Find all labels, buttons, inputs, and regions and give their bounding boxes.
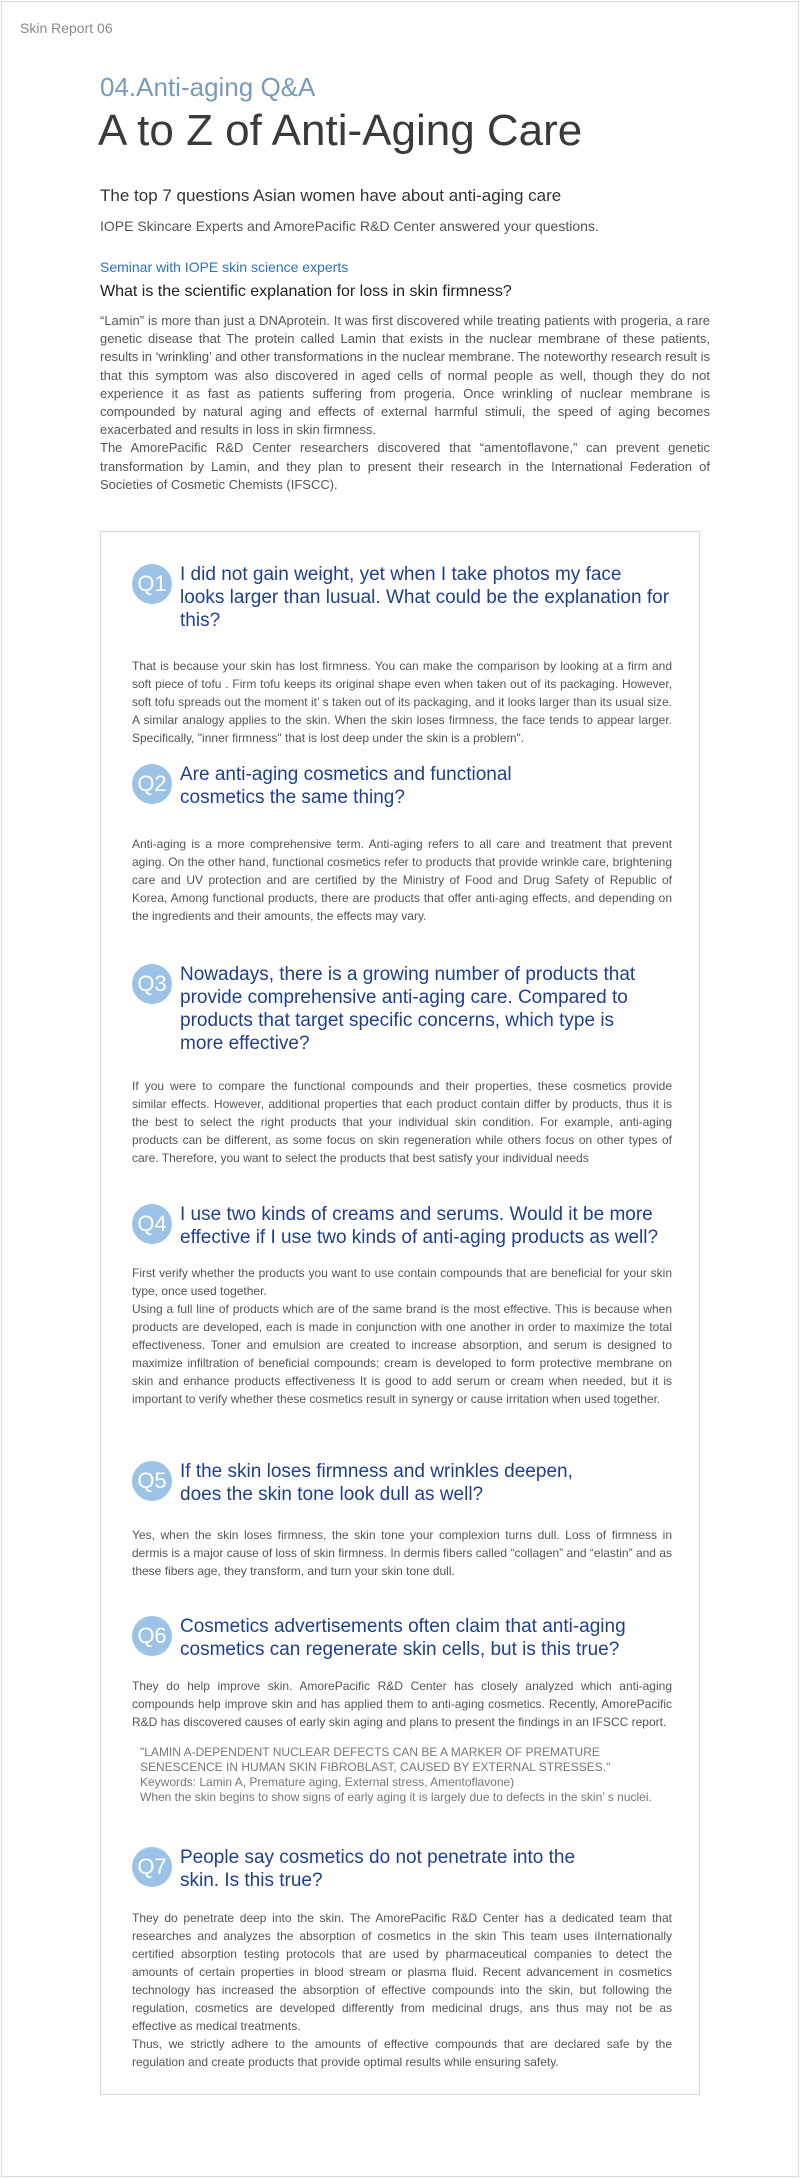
- q-badge: Q7: [132, 1847, 172, 1887]
- q-title: Nowadays, there is a growing number of products that provide comprehensive anti-aging care. Compared to products that target specific concerns, which type is more effective?: [180, 964, 636, 1054]
- answer-paragraph: First verify whether the products you want to use contain compounds that are beneficial for your skin type, once used together.: [132, 1266, 672, 1298]
- qa-header: [132, 563, 672, 632]
- qa-header: [132, 1460, 672, 1506]
- intro-text: [100, 312, 710, 494]
- q-badge: Q4: [132, 1204, 172, 1244]
- qa-item-3: [132, 963, 672, 1167]
- q-badge: Q2: [132, 764, 172, 804]
- q-answer: [132, 1264, 672, 1408]
- qa-item-1: [132, 563, 672, 747]
- answer-paragraph: Using a full line of products which are of the same brand is the most effective. This is because when products are developed, each is made in conjunction with one another in order to maximize the total effectiveness. Toner and emulsion are created to increase absorption, and serum is designed to maximize infiltration of beneficial compounds; cream is developed to form protective membrane on skin and enhance products effectiveness It is good to add serum or cream when needed, but it is important to verify whether these cosmetics result in synergy or cause irritation when used together.: [132, 1302, 672, 1406]
- intro-paragraph: The AmorePacific R&D Center researchers discovered that “amentoflavone,” can prevent genetic transformation by Lamin, and they plan to present their research in the International Federation of Societies of Cosmetic Chemists (IFSCC).: [100, 440, 710, 492]
- q-title: I did not gain weight, yet when I take photos my face looks larger than lusual. What could be the explanation for this?: [180, 564, 670, 631]
- quote-note: When the skin begins to show signs of early aging it is largely due to defects in the skin’ s nuclei.: [140, 1790, 652, 1804]
- q-badge: Q3: [132, 964, 172, 1004]
- qa-header: [132, 1615, 672, 1661]
- q-badge: Q5: [132, 1461, 172, 1501]
- qa-item-7: [132, 1846, 672, 2071]
- section-label: 04.Anti-aging Q&A: [100, 72, 316, 102]
- q-badge: Q1: [132, 564, 172, 604]
- q-answer: [132, 1526, 672, 1580]
- qa-header: [132, 1846, 672, 1892]
- answer-paragraph: Thus, we strictly adhere to the amounts of effective compounds that are declared safe by the regulation and create products that provide optimal results while ensuring safety.: [132, 2037, 672, 2069]
- answer-paragraph: They do penetrate deep into the skin. The AmorePacific R&D Center has a dedicated team that researches and analyzes the absorption of cosmetics in the skin This team uses iInternationally certified absorption testing protocols that are used by pharmaceutical companies to detect the amounts of certain properties in blood stream or plasma fluid. Recent advancement in cosmetics technology has increased the absorption of effective compounds into the skin, but following the regulation, cosmetics are developed differently from medicinal drugs, ans thus may not be as effective as medical treatments.: [132, 1911, 672, 2033]
- qa-item-5: [132, 1460, 672, 1580]
- q-answer: [132, 835, 672, 925]
- report-label: Skin Report 06: [20, 20, 113, 36]
- seminar-label: Seminar with IOPE skin science experts: [100, 259, 349, 275]
- answer-paragraph: Yes, when the skin loses firmness, the skin tone your complexion turns dull. Loss of firmness in dermis is a major cause of loss of skin firmness. In dermis fibers called “collagen” and “elastin” and as these fibers age, they transform, and turn your skin tone dull.: [132, 1528, 672, 1578]
- qa-header: [132, 763, 672, 809]
- q-answer: [132, 1677, 672, 1731]
- q-title: Cosmetics advertisements often claim that anti-aging cosmetics can regenerate skin cells, but is this true?: [180, 1616, 626, 1660]
- answer-paragraph: That is because your skin has lost firmness. You can make the comparison by looking at a firm and soft piece of tofu . Firm tofu keeps its original shape even when taken out of its packaging. However, soft tofu spreads out the moment it’ s taken out of its packaging, and it looks larger than its usual size. A similar analogy applies to the skin. When the skin loses firmness, the face tends to appear larger. Specifically, "inner firmness" that is lost deep under the skin is a problem".: [132, 659, 672, 745]
- qa-header: [132, 963, 672, 1055]
- q-answer: [132, 1909, 672, 2071]
- q-title: I use two kinds of creams and serums. Would it be more effective if I use two kinds of anti-aging products as well?: [180, 1204, 659, 1248]
- byline: IOPE Skincare Experts and AmorePacific R&D Center answered your questions.: [100, 218, 599, 234]
- qa-item-4: [132, 1203, 672, 1408]
- q-title: People say cosmetics do not penetrate into the skin. Is this true?: [180, 1847, 576, 1891]
- quote-title: "LAMIN A-DEPENDENT NUCLEAR DEFECTS CAN BE A MARKER OF PREMATURE SENESCENCE IN HUMAN SKIN FIBROBLAST, CAUSED BY EXTERNAL STRESSES.": [140, 1745, 611, 1774]
- answer-paragraph: They do help improve skin. AmorePacific R&D Center has closely analyzed which anti-aging compounds help improve skin and has applied them to anti-aging cosmetics. Recently, AmorePacific R&D has discovered causes of early skin aging and plans to present the findings in an IFSCC report.: [132, 1679, 672, 1729]
- answer-paragraph: Anti-aging is a more comprehensive term. Anti-aging refers to all care and treatment that prevent aging. On the other hand, functional cosmetics refer to products that provide wrinkle care, brightening care and UV protection and are certified by the Ministry of Food and Drug Safety of Republic of Korea, Among functional products, there are products that offer anti-aging effects, and depending on the ingredients and their amounts, the effects may vary.: [132, 837, 672, 923]
- intro-paragraph: “Lamin” is more than just a DNAprotein. It was first discovered while treating patients with progeria, a rare genetic disease that The protein called Lamin that exists in the nuclear membrane of these patients, results in ‘wrinkling’ and other transformations in the nuclear membrane. The noteworthy research result is that this symptom was also discovered in aged cells of normal people as well, though they do not experience it as fast as patients suffering from progeria. Once wrinkling of nuclear membrane is compounded by natural aging and effects of external harmful stimuli, the speed of aging becomes exacerbated and results in loss in skin firmness.: [100, 313, 710, 438]
- page-title: A to Z of Anti-Aging Care: [98, 106, 583, 155]
- q-answer: [132, 657, 672, 747]
- q-title: Are anti-aging cosmetics and functional cosmetics the same thing?: [180, 764, 512, 808]
- qa-item-6: [132, 1615, 672, 1805]
- q-badge: Q6: [132, 1616, 172, 1656]
- q-answer: [132, 1077, 672, 1167]
- quote-keywords: Keywords: Lamin A, Premature aging, External stress, Amentoflavone): [140, 1775, 515, 1789]
- q-title: If the skin loses firmness and wrinkles deepen, does the skin tone look dull as well?: [180, 1461, 573, 1505]
- answer-paragraph: If you were to compare the functional compounds and their properties, these cosmetics provide similar effects. However, additional properties that each product contain differ by products, thus it is the best to select the right products that your individual skin condition. For example, anti-aging products can be different, as some focus on skin regeneration while others focus on other types of care. Therefore, you want to select the products that best satisfy your individual needs: [132, 1079, 672, 1165]
- page-subtitle: The top 7 questions Asian women have about anti-aging care: [100, 186, 562, 205]
- intro-question: What is the scientific explanation for loss in skin firmness?: [100, 283, 512, 300]
- qa-item-2: [132, 763, 672, 925]
- research-quote: [140, 1745, 672, 1805]
- qa-header: [132, 1203, 672, 1249]
